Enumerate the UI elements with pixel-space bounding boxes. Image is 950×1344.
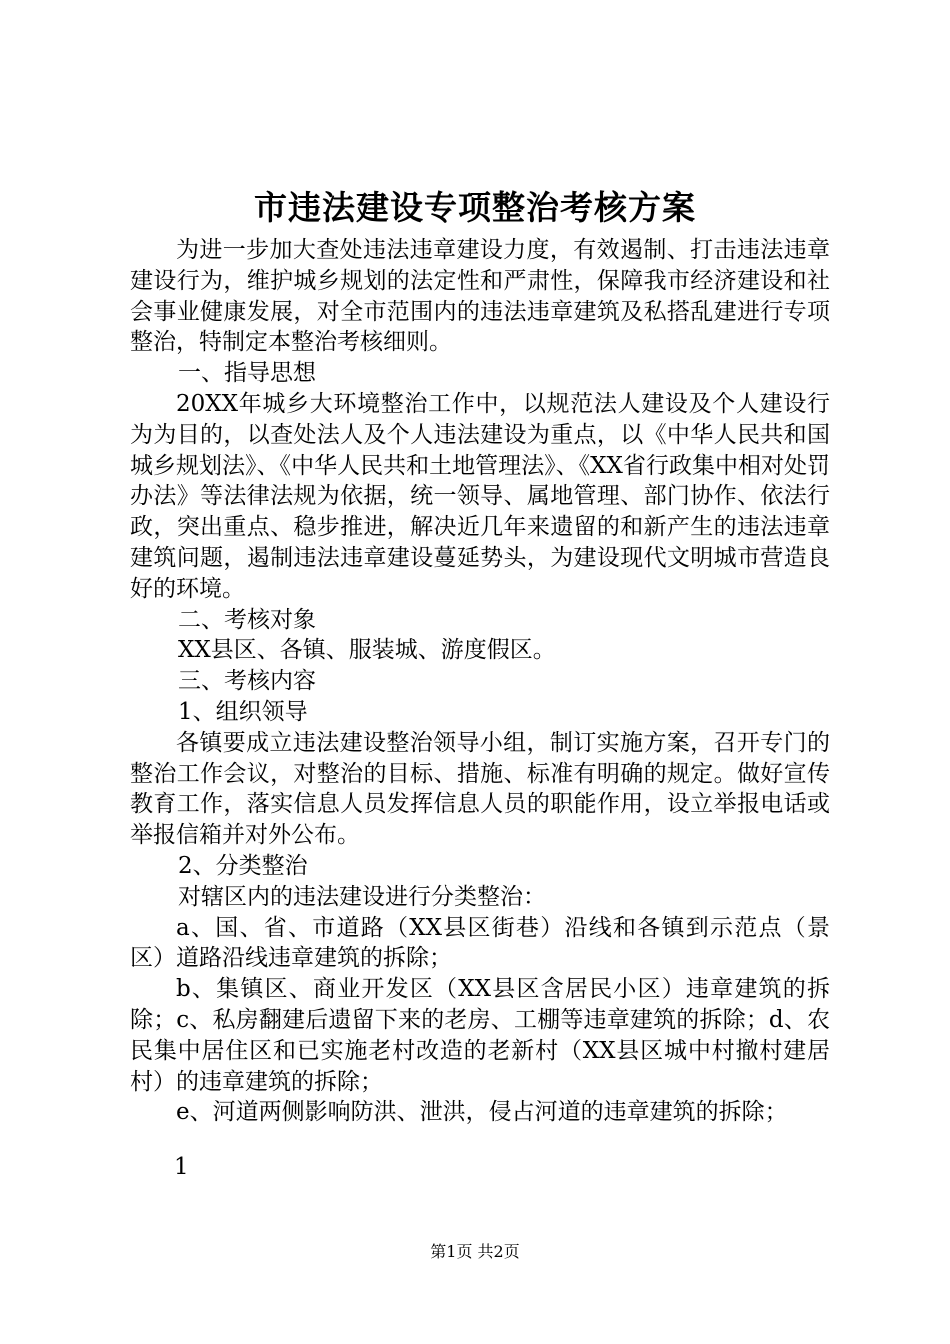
- subheading-organization: 1、组织领导: [178, 698, 308, 725]
- intro-paragraph: 为进一步加大查处违法违章建设力度，有效遏制、打击违法违章建设行为，维护城乡规划的法定性和严肃性，保障我市经济建设和社会事业健康发展，对全市范围内的违法违章建筑及私搭乱建进行专项整治，特制定本整治考核细则。: [130, 237, 830, 356]
- section-heading-guiding-ideology: 一、指导思想: [178, 360, 316, 387]
- classification-intro-paragraph: 对辖区内的违法建设进行分类整治：: [178, 883, 546, 910]
- assessment-targets-paragraph: XX县区、各镇、服装城、游度假区。: [178, 637, 556, 664]
- document-title: 市违法建设专项整治考核方案: [254, 188, 696, 227]
- classification-items-b-c-d: b、集镇区、商业开发区（XX县区含居民小区）违章建筑的拆除；c、私房翻建后遗留下来的老房、工棚等违章建筑的拆除；d、农民集中居住区和已实施老村改造的老新村（XX县区城中村撤村建居村）的违章建筑的拆除；: [130, 976, 830, 1095]
- document-body: [130, 235, 830, 1128]
- classification-item-a: a、国、省、市道路（XX县区街巷）沿线和各镇到示范点（景区）道路沿线违章建筑的拆除；: [130, 914, 830, 972]
- guiding-ideology-paragraph: 20XX年城乡大环境整治工作中，以规范法人建设及个人建设行为为目的，以查处法人及个人违法建设为重点，以《中华人民共和国城乡规划法》、《中华人民共和土地管理法》、《XX省行政集中相对处罚办法》等法律法规为依据，统一领导、属地管理、部门协作、依法行政，突出重点、稳步推进，解决近几年来遗留的和新产生的违法违章建筑问题，遏制违法违章建设蔓延势头，为建设现代文明城市营造良好的环境。: [130, 390, 830, 602]
- section-heading-assessment-content: 三、考核内容: [178, 668, 316, 695]
- page-footer: 第1页 共2页: [430, 1242, 520, 1261]
- section-heading-assessment-targets: 二、考核对象: [178, 606, 316, 633]
- page-number: 1: [174, 1154, 189, 1180]
- organization-paragraph: 各镇要成立违法建设整治领导小组，制订实施方案，召开专门的整治工作会议，对整治的目标、措施、标准有明确的规定。做好宣传教育工作，落实信息人员发挥信息人员的职能作用，设立举报电话或举报信箱并对外公布。: [130, 729, 830, 849]
- classification-item-e: e、河道两侧影响防洪、泄洪，侵占河道的违章建筑的拆除；: [176, 1099, 788, 1126]
- subheading-classification: 2、分类整治: [178, 852, 308, 879]
